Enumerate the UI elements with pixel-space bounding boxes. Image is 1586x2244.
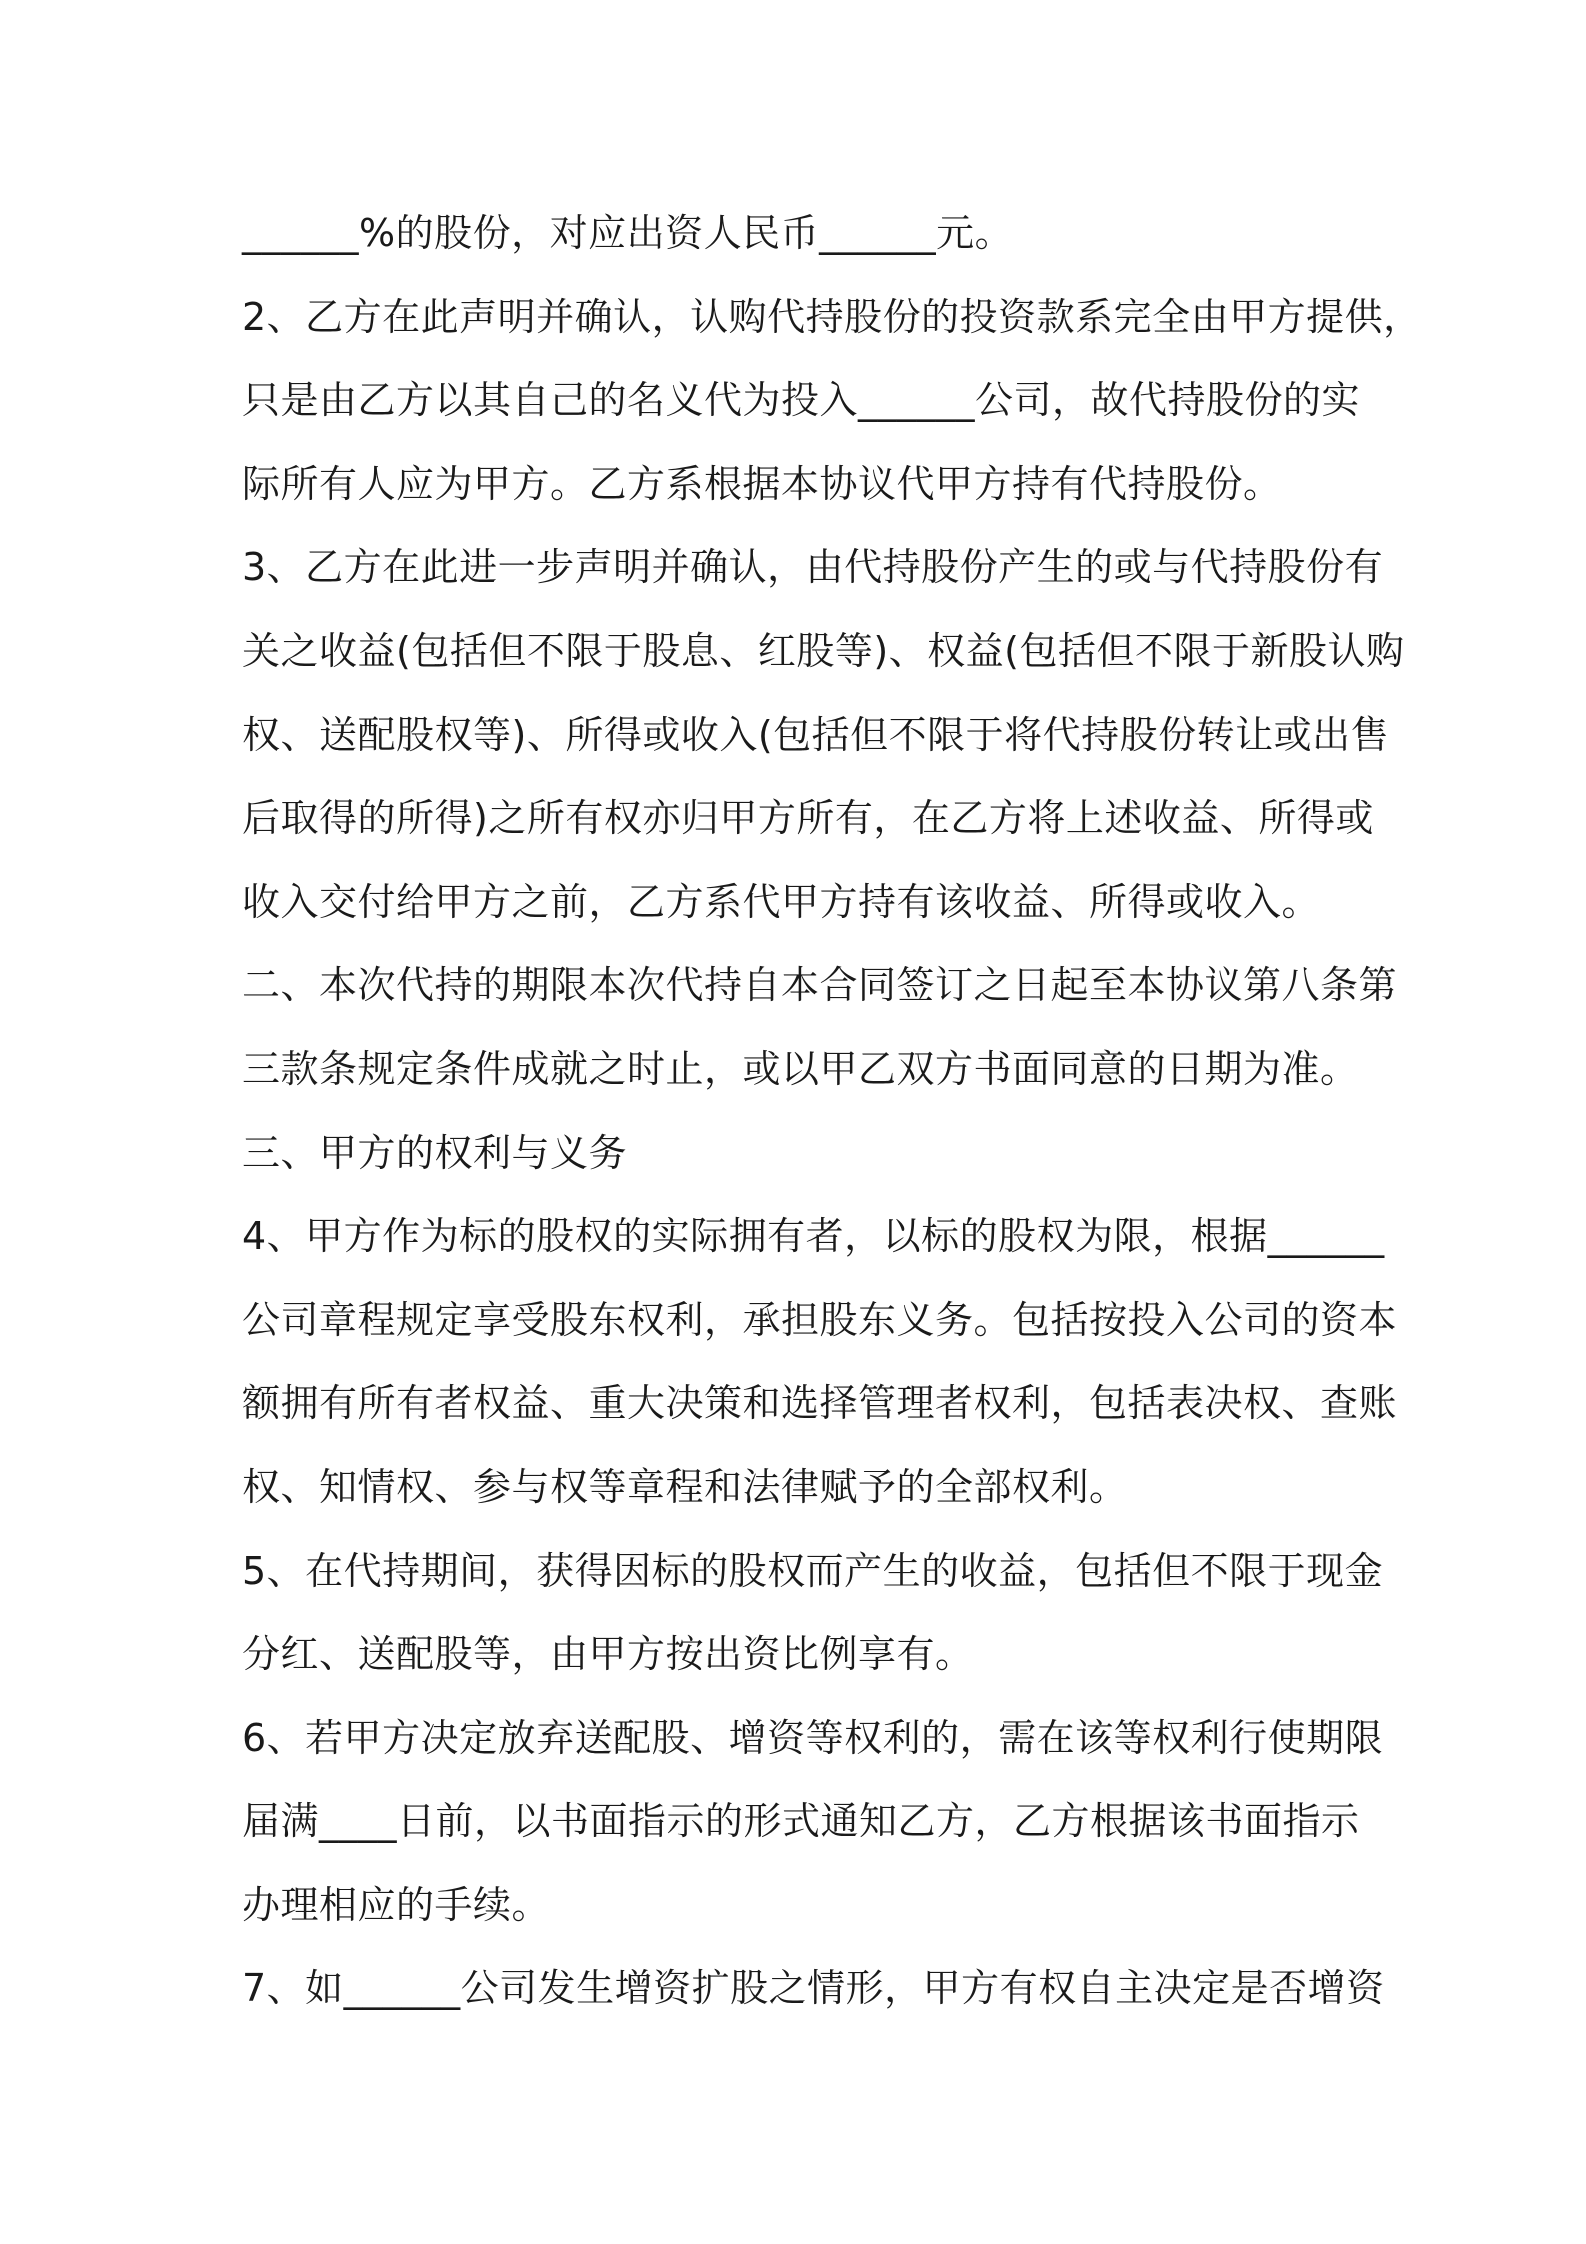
text-line: 7、如______公司发生增资扩股之情形，甲方有权自主决定是否增资 bbox=[242, 1966, 1385, 2011]
section-heading: 三、甲方的权利与义务 bbox=[242, 1130, 628, 1175]
text-line: 际所有人应为甲方。乙方系根据本协议代甲方持有代持股份。 bbox=[242, 461, 1282, 506]
text-line: 权、知情权、参与权等章程和法律赋予的全部权利。 bbox=[242, 1464, 1128, 1509]
text-line: 收入交付给甲方之前，乙方系代甲方持有该收益、所得或收入。 bbox=[242, 879, 1321, 924]
text-line: 办理相应的手续。 bbox=[242, 1882, 551, 1927]
text-line: 公司章程规定享受股东权利，承担股东义务。包括按投入公司的资本 bbox=[242, 1297, 1398, 1342]
text-line: 只是由乙方以其自己的名义代为投入______公司，故代持股份的实 bbox=[242, 378, 1361, 423]
text-line: 届满____日前，以书面指示的形式通知乙方，乙方根据该书面指示 bbox=[242, 1799, 1360, 1844]
text-line: 三款条规定条件成就之时止，或以甲乙双方书面同意的日期为准。 bbox=[242, 1046, 1359, 1091]
text-line: 后取得的所得)之所有权亦归甲方所有，在乙方将上述收益、所得或 bbox=[242, 796, 1374, 841]
document-body bbox=[242, 192, 1422, 2031]
text-line: 4、甲方作为标的股权的实际拥有者，以标的股权为限，根据______ bbox=[242, 1214, 1385, 1259]
text-line: 2、乙方在此声明并确认，认购代持股份的投资款系完全由甲方提供， bbox=[242, 294, 1422, 339]
text-line: 关之收益(包括但不限于股息、红股等)、权益(包括但不限于新股认购 bbox=[242, 628, 1405, 673]
text-line: 5、在代持期间，获得因标的股权而产生的收益，包括但不限于现金 bbox=[242, 1548, 1384, 1593]
text-line: ______%的股份，对应出资人民币______元。 bbox=[242, 211, 1014, 255]
text-line: 3、乙方在此进一步声明并确认，由代持股份产生的或与代持股份有 bbox=[242, 545, 1384, 590]
text-line: 权、送配股权等)、所得或收入(包括但不限于将代持股份转让或出售 bbox=[242, 712, 1390, 757]
section-heading-line: 二、本次代持的期限本次代持自本合同签订之日起至本协议第八条第 bbox=[242, 963, 1398, 1008]
text-line: 额拥有所有者权益、重大决策和选择管理者权利，包括表决权、查账 bbox=[242, 1381, 1398, 1426]
text-line: 6、若甲方决定放弃送配股、增资等权利的，需在该等权利行使期限 bbox=[242, 1715, 1384, 1760]
text-line: 分红、送配股等，由甲方按出资比例享有。 bbox=[242, 1632, 974, 1677]
